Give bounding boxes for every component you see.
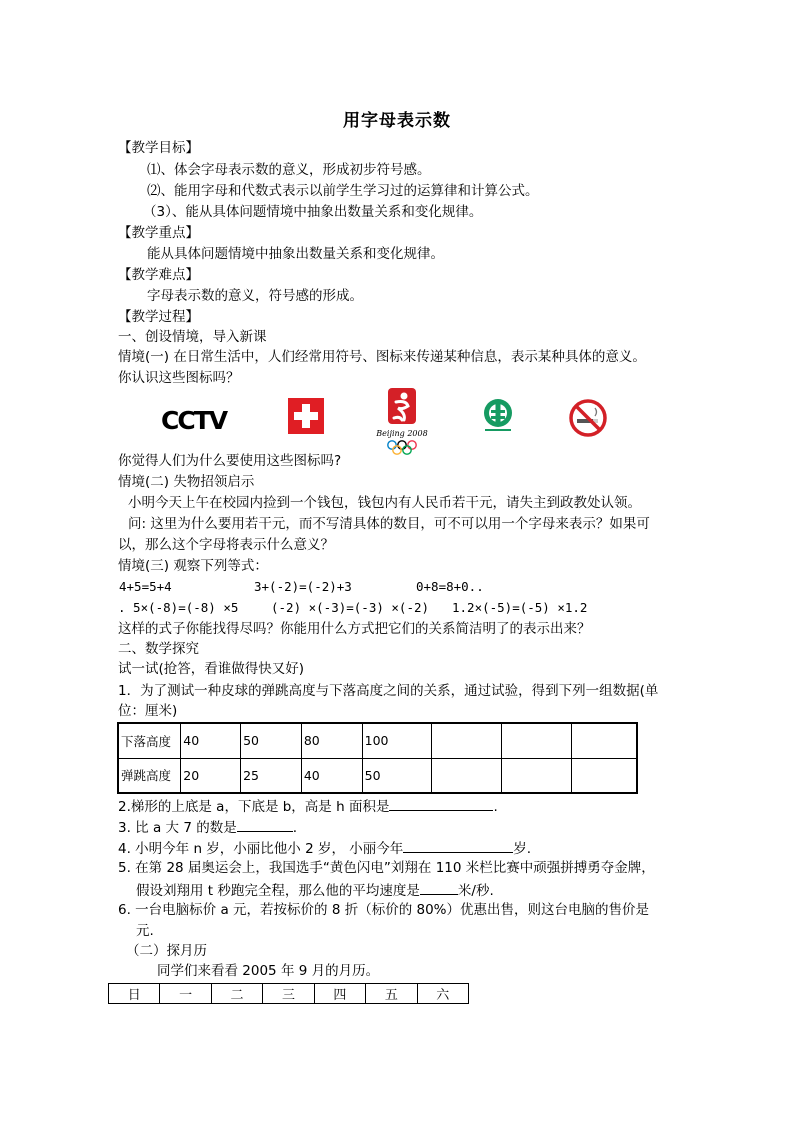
difficulty-text: 字母表示数的意义，符号感的形成。 (147, 288, 363, 304)
table-cell: 20 (181, 758, 241, 793)
calendar-header-cell: 一 (160, 984, 211, 1004)
question3 (118, 817, 297, 837)
equation-1a: 4+5=5+4 (119, 579, 172, 594)
calendar-table (108, 983, 469, 1004)
question5-line2 (136, 880, 494, 900)
question2-end: . (493, 799, 498, 815)
scenario2-line2: 问: 这里为什么要用若干元，而不写清具体的数目，可不可以用一个字母来表示？如果可 (128, 516, 650, 532)
goal-item-2: ⑵、能用字母和代数式表示以前学生学习过的运算律和计算公式。 (147, 183, 539, 199)
answer-blank[interactable] (420, 880, 458, 895)
key-point-heading: 【教学重点】 (118, 225, 199, 241)
equation-2c: 1.2×(-5)=(-5) ×1.2 (452, 600, 588, 615)
goals-heading: 【教学目标】 (118, 140, 199, 156)
icons-question: 你觉得人们为什么要使用这些图标吗? (118, 453, 342, 469)
table-cell: 弹跳高度 (118, 758, 181, 793)
question5-text: 假设刘翔用 t 秒跑完全程，那么他的平均速度是 (136, 883, 420, 899)
swiss-cross-icon (288, 398, 324, 434)
question1-line1: 1．为了测试一种皮球的弹跳高度与下落高度之间的关系，通过试验，得到下列一组数据(单 (118, 683, 659, 699)
answer-blank[interactable] (237, 817, 293, 832)
scenario3-title: 情境(三) 观察下列等式： (118, 558, 268, 574)
process-heading: 【教学过程】 (118, 309, 199, 325)
calendar-header-cell: 二 (211, 984, 262, 1004)
table-cell: 40 (301, 758, 362, 793)
no-smoking-icon (568, 398, 608, 438)
key-point-text: 能从具体问题情境中抽象出数量关系和变化规律。 (147, 246, 444, 262)
calendar-header-cell: 三 (263, 984, 314, 1004)
table-cell: 80 (301, 723, 362, 758)
question4-text: 4. 小明今年 n 岁，小丽比他小 2 岁， 小丽今年 (118, 841, 404, 857)
goal-item-3: （3）、能从具体问题情境中抽象出数量关系和变化规律。 (143, 204, 483, 220)
beijing-2008-olympic-logo (372, 388, 432, 458)
scenario2-title: 情境(二) 失物招领启示 (118, 474, 255, 490)
question5-end: 米/秒. (457, 883, 494, 899)
table-cell (571, 758, 637, 793)
goal-item-1: ⑴、体会字母表示数的意义，形成初步符号感。 (147, 162, 431, 178)
question6-line1: 6. 一台电脑标价 a 元，若按标价的 8 折（标价的 80%）优惠出售，则这台电脑的售价是 (118, 902, 649, 918)
table-cell (502, 723, 572, 758)
table-cell (432, 758, 502, 793)
table-cell: 下落高度 (118, 723, 181, 758)
table-cell: 40 (181, 723, 241, 758)
scenario2-line3: 以，那么这个字母将表示什么意义？ (118, 537, 334, 553)
calendar-header-cell: 日 (109, 984, 160, 1004)
scenario1-line1: 情境(一) 在日常生活中，人们经常用符号、图标来传递某种信息，表示某种具体的意义。 (118, 349, 646, 365)
question3-text: 3. 比 a 大 7 的数是 (118, 820, 237, 836)
equation-2a: . 5×(-8)=(-8) ×5 (118, 600, 239, 615)
scenario1-line2: 你认识这些图标吗？ (118, 370, 240, 386)
answer-blank[interactable] (403, 838, 513, 853)
question1-line2: 位：厘米) (118, 703, 178, 719)
abc-bank-logo (480, 397, 516, 433)
table-row (109, 984, 469, 1004)
part1-heading: 一、创设情境，导入新课 (118, 329, 267, 345)
table-cell: 50 (362, 758, 432, 793)
table-row (118, 723, 637, 758)
calendar-title: （二）探月历 (126, 943, 207, 959)
question3-end: . (292, 820, 297, 836)
table-row (118, 758, 637, 793)
calendar-header-cell: 四 (314, 984, 365, 1004)
scenario3-question: 这样的式子你能找得尽吗？你能用什么方式把它们的关系简洁明了的表示出来？ (118, 621, 591, 637)
bounce-data-table (117, 722, 638, 794)
table-cell (502, 758, 572, 793)
question2-text: 2.梯形的上底是 a，下底是 b，高是 h 面积是 (118, 799, 390, 815)
question4-end: 岁. (513, 841, 532, 857)
question4 (118, 838, 531, 858)
table-cell: 100 (362, 723, 432, 758)
scenario2-line1: 小明今天上午在校园内捡到一个钱包，钱包内有人民币若干元，请失主到政教处认领。 (128, 495, 641, 511)
question6-line2: 元. (136, 923, 154, 939)
table-cell (571, 723, 637, 758)
page-title: 用字母表示数 (343, 111, 451, 131)
answer-blank[interactable] (389, 796, 493, 811)
beijing-logo-text: Beijing 2008 (376, 429, 428, 438)
cctv-logo-text: CCTV (161, 406, 227, 433)
equation-1c: 0+8=8+0.. (416, 579, 484, 594)
equation-2b: (-2) ×(-3)=(-3) ×(-2) (271, 600, 430, 615)
equation-1b: 3+(-2)=(-2)+3 (254, 579, 352, 594)
table-cell (432, 723, 502, 758)
question5-line1: 5. 在第 28 届奥运会上，我国选手“黄色闪电”刘翔在 110 米栏比赛中顽强拼搏勇夺金牌， (118, 860, 655, 876)
part2-heading: 二、数学探究 (118, 641, 199, 657)
table-cell: 50 (241, 723, 302, 758)
table-cell: 25 (241, 758, 302, 793)
calendar-header-cell: 五 (366, 984, 417, 1004)
try-heading: 试一试(抢答，看谁做得快又好) (118, 661, 305, 677)
calendar-header-cell: 六 (417, 984, 468, 1004)
calendar-intro: 同学们来看看 2005 年 9 月的月历。 (157, 963, 380, 979)
cctv-logo (160, 405, 228, 433)
difficulty-heading: 【教学难点】 (118, 267, 199, 283)
question2 (118, 796, 498, 816)
